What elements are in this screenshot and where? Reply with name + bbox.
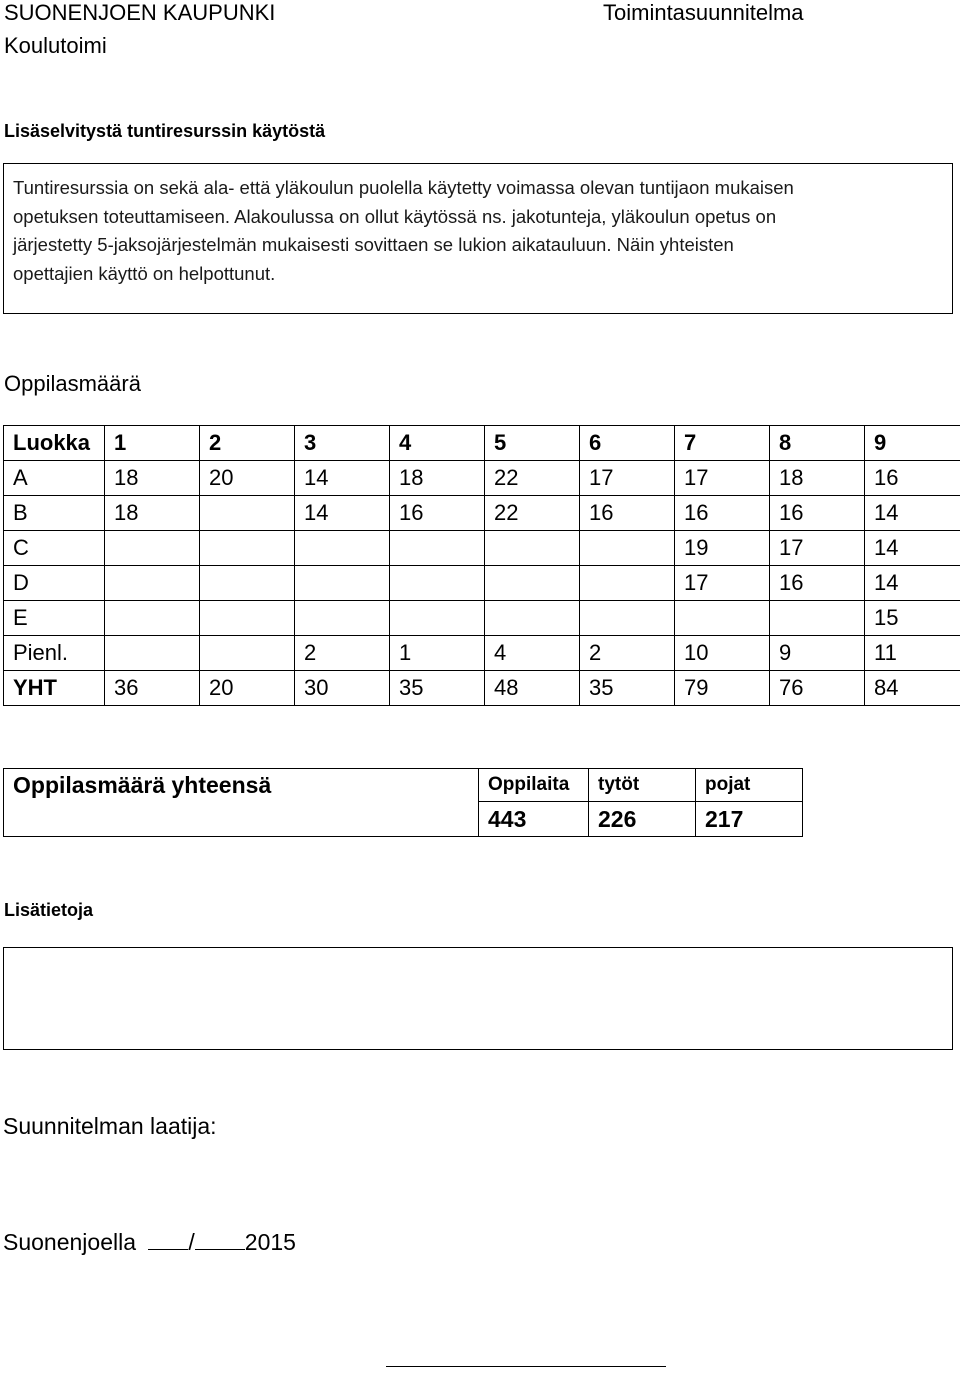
table-cell: 7 (675, 426, 770, 461)
table-cell: 9 (865, 426, 960, 461)
row-label-cell: Pienl. (4, 636, 105, 671)
table-cell: 9 (770, 636, 865, 671)
resource-section-title: Lisäselvitystä tuntiresurssin käytöstä (4, 121, 326, 141)
table-cell: 4 (390, 426, 485, 461)
table-cell: 5 (485, 426, 580, 461)
table-cell: 11 (865, 636, 960, 671)
table-cell (485, 601, 580, 636)
resource-line: Tuntiresurssia on sekä ala- että yläkoulun puolella käytetty voimassa olevan tuntijaon mukaisen (13, 177, 794, 198)
table-cell: 16 (770, 496, 865, 531)
table-row (4, 566, 960, 601)
row-label-cell: C (4, 531, 105, 566)
table-cell: 8 (770, 426, 865, 461)
table-cell (390, 531, 485, 566)
year: 2015 (244, 1229, 296, 1255)
table-cell: 16 (675, 496, 770, 531)
signature-line[interactable] (386, 1366, 666, 1367)
table-cell: 16 (580, 496, 675, 531)
table-cell: 4 (485, 636, 580, 671)
table-cell: 17 (770, 531, 865, 566)
row-label-cell: E (4, 601, 105, 636)
table-row (4, 601, 960, 636)
row-label-cell: B (4, 496, 105, 531)
table-cell (295, 566, 390, 601)
table-cell (200, 531, 295, 566)
table-cell (105, 601, 200, 636)
table-cell (200, 496, 295, 531)
table-row (4, 426, 960, 461)
city-name: SUONENJOEN KAUPUNKI (4, 0, 276, 25)
table-cell (200, 636, 295, 671)
table-cell (295, 601, 390, 636)
table-cell: 84 (865, 671, 960, 706)
table-cell: 18 (105, 496, 200, 531)
place-name: Suonenjoella (3, 1229, 137, 1255)
table-cell: 35 (390, 671, 485, 706)
resource-line: järjestetty 5-jaksojärjestelmän mukaisesti sovittaen se lukion aikatauluun. Näin yhteisten (13, 234, 734, 255)
table-cell (105, 531, 200, 566)
document-type: Toimintasuunnitelma (603, 0, 804, 25)
table-cell: 22 (485, 496, 580, 531)
table-cell (580, 531, 675, 566)
extra-info-box[interactable] (3, 947, 953, 1050)
table-cell (485, 531, 580, 566)
summary-total-girls: 226 (589, 802, 696, 837)
table-cell (485, 566, 580, 601)
table-cell (295, 531, 390, 566)
table-cell: 48 (485, 671, 580, 706)
table-cell: 3 (295, 426, 390, 461)
table-cell: 10 (675, 636, 770, 671)
row-label-cell: A (4, 461, 105, 496)
table-cell: 22 (485, 461, 580, 496)
summary-label: Oppilasmäärä yhteensä (4, 769, 479, 837)
table-cell: 6 (580, 426, 675, 461)
summary-total-boys: 217 (696, 802, 803, 837)
table-cell (200, 601, 295, 636)
resource-line: opetuksen toteuttamiseen. Alakoulussa on ollut käytössä ns. jakotunteja, yläkoulun opetus on (13, 205, 777, 227)
table-row (4, 461, 960, 496)
resource-line: opettajien käyttö on helpottunut. (13, 262, 276, 284)
table-cell: 14 (865, 566, 960, 601)
table-cell: 20 (200, 671, 295, 706)
table-cell: 2 (295, 636, 390, 671)
table-row (4, 531, 960, 566)
table-cell: 15 (865, 601, 960, 636)
row-label-cell: YHT (4, 671, 105, 706)
row-label-cell: D (4, 566, 105, 601)
table-cell: 18 (105, 461, 200, 496)
table-cell: 17 (675, 461, 770, 496)
extra-section-title: Lisätietoja (4, 900, 94, 920)
table-cell: 14 (295, 496, 390, 531)
table-cell: 14 (865, 496, 960, 531)
date-separator: / (188, 1229, 195, 1255)
table-cell: 16 (770, 566, 865, 601)
resource-text-box (3, 163, 953, 314)
table-row (4, 496, 960, 531)
table-cell (580, 566, 675, 601)
table-cell (390, 566, 485, 601)
table-cell: 1 (390, 636, 485, 671)
students-section-title: Oppilasmäärä (4, 371, 141, 396)
table-cell: 17 (675, 566, 770, 601)
table-cell: 16 (865, 461, 960, 496)
table-cell (675, 601, 770, 636)
table-cell: 1 (105, 426, 200, 461)
table-cell: 19 (675, 531, 770, 566)
table-cell: 2 (200, 426, 295, 461)
table-row (4, 671, 960, 706)
summary-table (3, 768, 803, 837)
table-cell: 14 (865, 531, 960, 566)
table-cell: 76 (770, 671, 865, 706)
date-line (3, 1229, 296, 1256)
department-name: Koulutoimi (4, 33, 107, 58)
row-label-cell: Luokka (4, 426, 105, 461)
table-cell: 14 (295, 461, 390, 496)
summary-col-boys: pojat (696, 769, 803, 802)
table-cell: 2 (580, 636, 675, 671)
table-cell: 79 (675, 671, 770, 706)
table-cell: 36 (105, 671, 200, 706)
table-cell (105, 636, 200, 671)
author-label: Suunnitelman laatija: (3, 1113, 217, 1139)
summary-total-students: 443 (479, 802, 589, 837)
table-row (4, 636, 960, 671)
table-cell: 17 (580, 461, 675, 496)
table-cell: 18 (390, 461, 485, 496)
resource-paragraph (13, 174, 794, 288)
table-cell (770, 601, 865, 636)
table-cell: 35 (580, 671, 675, 706)
month-blank[interactable] (195, 1229, 245, 1250)
table-cell: 16 (390, 496, 485, 531)
table-cell: 18 (770, 461, 865, 496)
table-cell (390, 601, 485, 636)
table-cell (105, 566, 200, 601)
day-blank[interactable] (148, 1229, 188, 1250)
summary-col-girls: tytöt (589, 769, 696, 802)
table-cell: 20 (200, 461, 295, 496)
table-cell: 30 (295, 671, 390, 706)
students-table (3, 425, 960, 706)
table-cell (580, 601, 675, 636)
summary-col-students: Oppilaita (479, 769, 589, 802)
table-cell (200, 566, 295, 601)
